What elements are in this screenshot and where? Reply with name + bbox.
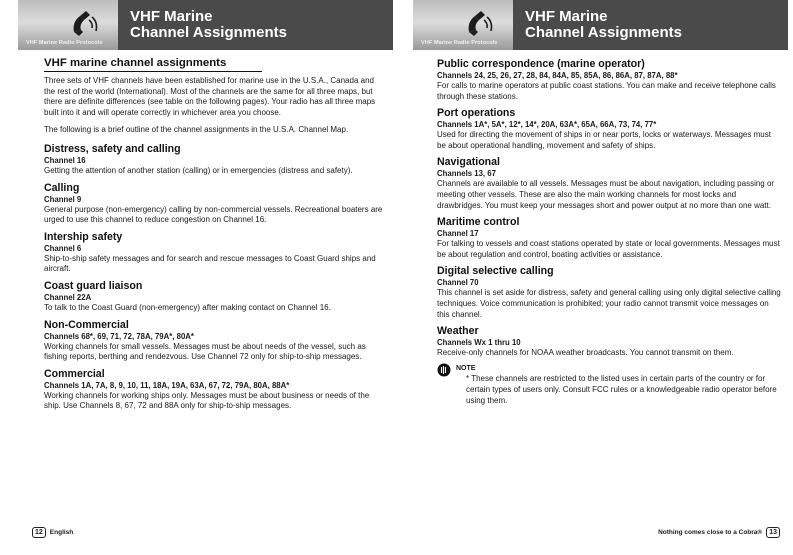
page-footer [32, 527, 73, 538]
section-heading: Intership safety [44, 230, 123, 243]
left-content [44, 56, 384, 417]
channel-section [437, 325, 782, 359]
section-text: General purpose (non-emergency) calling by non-commercial vessels. Recreational boaters are urged to use this channel to reduce congestion on Channel 16. [44, 204, 383, 225]
section-heading: Non-Commercial [44, 318, 129, 331]
right-content [437, 56, 782, 406]
channel-section [437, 265, 782, 320]
section-text: To talk to the Coast Guard (non-emergency) after making contact on Channel 16. [44, 302, 331, 312]
channel-section [44, 280, 384, 314]
protocol-label: VHF Marine Radio Protocols [26, 40, 103, 46]
note-icon [437, 363, 451, 377]
section-title: VHF marine channel assignments [44, 56, 262, 72]
page-header [413, 0, 788, 50]
footer-label: English [49, 529, 74, 536]
radio-handset-icon [70, 8, 104, 38]
section-text: Getting the attention of another station (calling) or in emergencies (distress and safety). [44, 165, 353, 175]
channel-list: Channels 1A, 7A, 8, 9, 10, 11, 18A, 19A, 63A, 67, 72, 79A, 80A, 88A* [44, 380, 290, 390]
channel-list: Channel 17 [437, 229, 479, 239]
section-heading: Digital selective calling [437, 265, 554, 278]
header-title-line2: Channel Assignments [130, 24, 287, 41]
header-title [130, 9, 287, 41]
channel-section [44, 231, 384, 275]
page-number: 13 [766, 527, 780, 538]
channel-list: Channel 6 [44, 243, 82, 253]
channel-list: Channels 1A*, 5A*, 12*, 14*, 20A, 63A*, 65A, 66A, 73, 74, 77* [437, 120, 657, 130]
section-heading: Coast guard liaison [44, 279, 143, 292]
radio-handset-icon [465, 8, 499, 38]
left-page [18, 0, 393, 555]
section-text: Working channels for working ships only. Messages must be about business or needs of the ship. Use Channels 8, 67, 72 and 88A only for ship-to-ship messages. [44, 390, 370, 411]
channel-list: Channels 68*, 69, 71, 72, 78A, 79A*, 80A* [44, 331, 194, 341]
section-text: For talking to vessels and coast stations operated by state or local governments. Messages must be about regulation and control, boating activities or assistance. [437, 239, 780, 259]
note-label: NOTE [456, 364, 476, 372]
section-heading: Distress, safety and calling [44, 142, 181, 155]
channel-list: Channel 70 [437, 278, 479, 288]
channel-section [437, 156, 782, 211]
section-text: Used for directing the movement of ships in or near ports, locks or waterways. Messages must be about operational handling, movement and safety of ships. [437, 130, 771, 150]
page-header [18, 0, 393, 50]
channel-section [437, 107, 782, 151]
right-page [413, 0, 788, 555]
channel-section [44, 368, 384, 412]
section-text: Working channels for small vessels. Messages must be about needs of the vessel, such as fishing reports, berthing and rendezvous. Use Channel 72 only for ship-to-ship messages. [44, 341, 366, 362]
channel-section [437, 216, 782, 260]
header-title-line2: Channel Assignments [525, 24, 682, 41]
section-heading: Weather [437, 325, 479, 338]
header-title-line1: VHF Marine [525, 8, 608, 25]
intro-paragraph: The following is a brief outline of the channel assignments in the U.S.A. Channel Map. [44, 125, 349, 135]
section-text: This channel is set aside for distress, safety and general calling using only digital selective calling techniques. Voice communication is prohibited; your radio cannot transmit voice messages on this channel. [437, 288, 781, 319]
channel-section [44, 319, 384, 363]
section-heading: Calling [44, 181, 80, 194]
section-heading: Public correspondence (marine operator) [437, 58, 645, 70]
page-footer [658, 527, 780, 538]
channel-list: Channels Wx 1 thru 10 [437, 338, 521, 348]
header-title [525, 9, 682, 41]
channel-list: Channel 16 [44, 155, 86, 165]
section-text: Ship-to-ship safety messages and for search and rescue messages to Coast Guard ships and aircraft. [44, 253, 376, 274]
header-title-line1: VHF Marine [130, 8, 213, 25]
channel-section [44, 182, 384, 226]
section-heading: Port operations [437, 107, 516, 120]
protocol-label: VHF Marine Radio Protocols [421, 40, 498, 46]
intro-paragraph: Three sets of VHF channels have been established for marine use in the U.S.A., Canada and the rest of the world (International). Most of the channels are the same for all three maps, but there are definite differences (see table on the following pages). Your radio has all three maps built into it and will operate correctly in whichever area you choose. [44, 76, 376, 117]
footer-label: Nothing comes close to a Cobra® [658, 529, 763, 536]
note-text: * These channels are restricted to the listed uses in certain parts of the country or for certain types of users only. Consult FCC rules or a knowledgeable radio operator before using them. [466, 374, 777, 405]
section-text: Channels are available to all vessels. Messages must be about navigation, including passing or meeting other vessels. These are also the main working channels for most locks and drawbridges. You must keep your messages short and power output at no more than one watt. [437, 179, 775, 210]
section-heading: Navigational [437, 156, 500, 169]
channel-list: Channels 24, 25, 26, 27, 28, 84, 84A, 85, 85A, 86, 86A, 87, 87A, 88* [437, 71, 678, 80]
section-heading: Maritime control [437, 216, 520, 229]
section-text: Receive-only channels for NOAA weather broadcasts. You cannot transmit on them. [437, 348, 734, 358]
note-block [437, 364, 782, 406]
channel-section [44, 143, 384, 177]
header-logo-area [413, 0, 513, 50]
channel-section [437, 58, 782, 102]
page-number: 12 [32, 527, 46, 538]
channel-list: Channel 22A [44, 292, 92, 302]
section-heading: Commercial [44, 367, 105, 380]
channel-list: Channel 9 [44, 194, 82, 204]
header-logo-area [18, 0, 118, 50]
channel-list: Channels 13, 67 [437, 169, 496, 179]
section-text: For calls to marine operators at public coast stations. You can make and receive telephone calls through these stations. [437, 81, 776, 101]
